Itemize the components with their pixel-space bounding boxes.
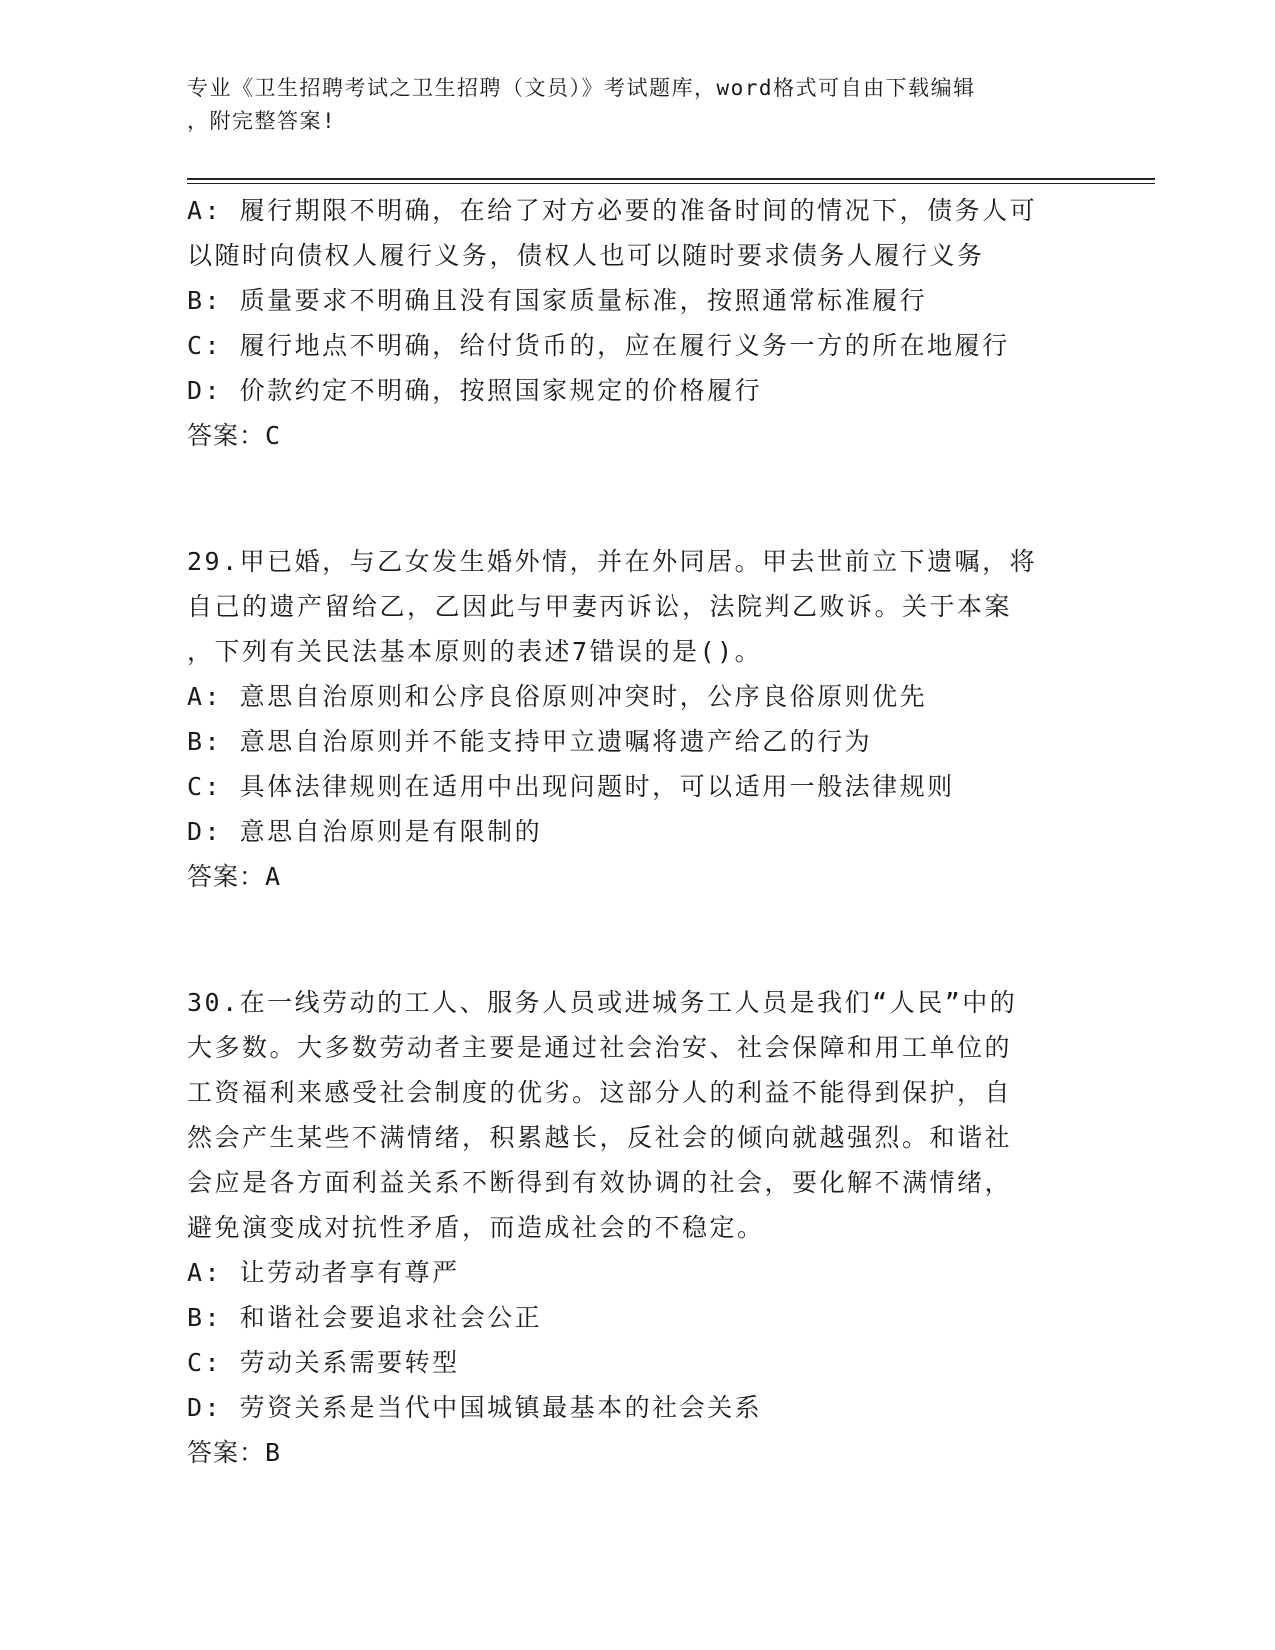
document-body — [187, 188, 1087, 1475]
question-stem-line: 29.甲已婚，与乙女发生婚外情，并在外同居。甲去世前立下遗嘱，将 — [187, 547, 1038, 576]
question-28-continued — [187, 188, 1087, 458]
option-line: D: 价款约定不明确，按照国家规定的价格履行 — [187, 376, 763, 405]
header-line-1: 专业《卫生招聘考试之卫生招聘（文员）》考试题库，word格式可自由下载编辑 — [187, 76, 976, 100]
option-line: B: 和谐社会要追求社会公正 — [187, 1303, 543, 1332]
answer-line: 答案：A — [187, 862, 282, 891]
document-header — [187, 72, 1067, 138]
header-divider-thin — [187, 183, 1155, 184]
header-line-2: ，附完整答案! — [187, 109, 337, 133]
option-line: A: 履行期限不明确，在给了对方必要的准备时间的情况下，债务人可 — [187, 196, 1038, 225]
option-line: A: 让劳动者享有尊严 — [187, 1258, 460, 1287]
question-stem-line: 然会产生某些不满情绪，积累越长，反社会的倾向就越强烈。和谐社 — [187, 1123, 1013, 1152]
option-line: C: 具体法律规则在适用中出现问题时，可以适用一般法律规则 — [187, 772, 955, 801]
question-stem-line: 会应是各方面利益关系不断得到有效协调的社会，要化解不满情绪， — [187, 1168, 1013, 1197]
option-line: A: 意思自治原则和公序良俗原则冲突时，公序良俗原则优先 — [187, 682, 928, 711]
option-line: B: 质量要求不明确且没有国家质量标准，按照通常标准履行 — [187, 286, 928, 315]
question-stem-line: 工资福利来感受社会制度的优劣。这部分人的利益不能得到保护，自 — [187, 1078, 1013, 1107]
question-stem-line: ，下列有关民法基本原则的表述7错误的是()。 — [187, 637, 763, 666]
option-line: B: 意思自治原则并不能支持甲立遗嘱将遗产给乙的行为 — [187, 727, 873, 756]
option-line: 以随时向债权人履行义务，债权人也可以随时要求债务人履行义务 — [187, 241, 985, 270]
option-line: C: 履行地点不明确，给付货币的，应在履行义务一方的所在地履行 — [187, 331, 1010, 360]
question-30 — [187, 980, 1087, 1475]
answer-line: 答案：C — [187, 421, 282, 450]
spacer — [187, 899, 1087, 980]
option-line: D: 劳资关系是当代中国城镇最基本的社会关系 — [187, 1393, 763, 1422]
option-line: C: 劳动关系需要转型 — [187, 1348, 460, 1377]
question-stem-line: 大多数。大多数劳动者主要是通过社会治安、社会保障和用工单位的 — [187, 1033, 1013, 1062]
header-divider-thick — [187, 178, 1155, 180]
question-stem-line: 避免演变成对抗性矛盾，而造成社会的不稳定。 — [187, 1213, 765, 1242]
question-29 — [187, 539, 1087, 899]
option-line: D: 意思自治原则是有限制的 — [187, 817, 543, 846]
question-stem-line: 30.在一线劳动的工人、服务人员或进城务工人员是我们“人民”中的 — [187, 988, 1018, 1017]
question-stem-line: 自己的遗产留给乙，乙因此与甲妻丙诉讼，法院判乙败诉。关于本案 — [187, 592, 1013, 621]
spacer — [187, 458, 1087, 539]
answer-line: 答案：B — [187, 1438, 282, 1467]
